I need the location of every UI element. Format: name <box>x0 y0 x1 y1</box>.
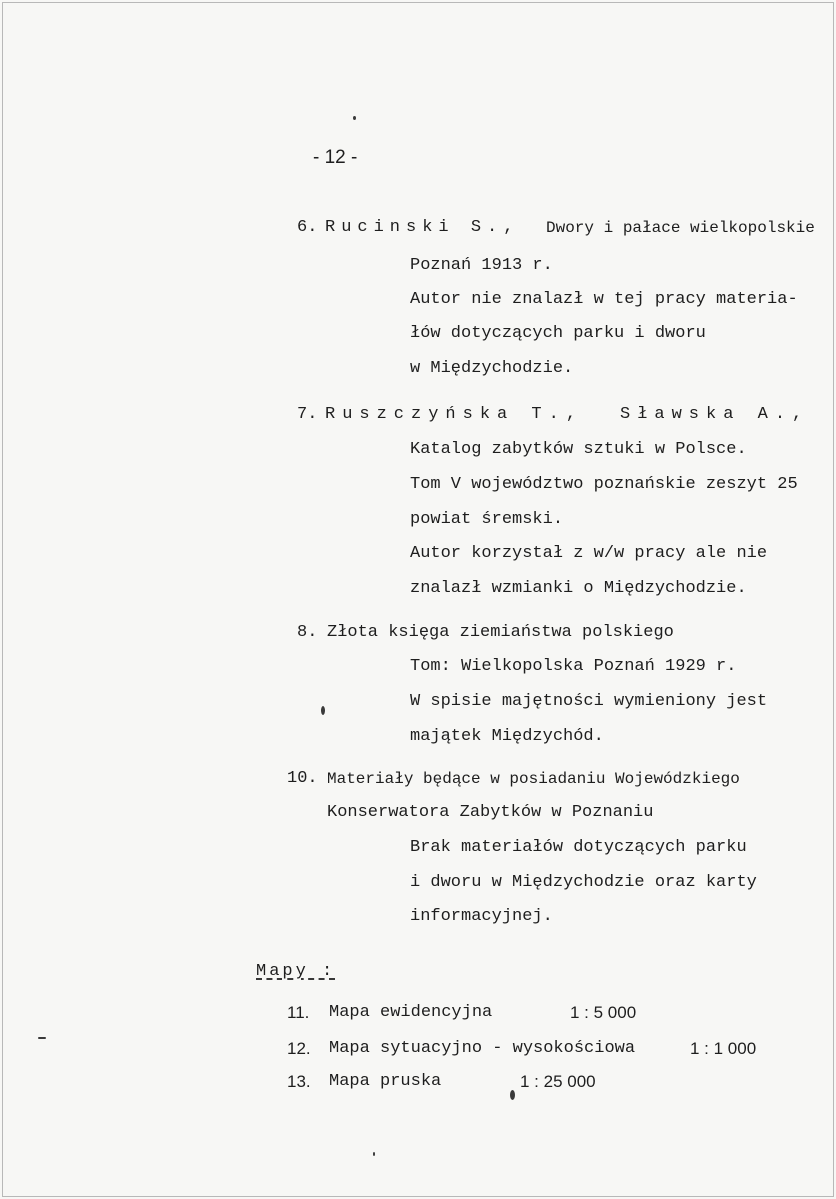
entry-author: Ruszczyńska T., <box>325 405 584 424</box>
entry-line: znalazł wzmianki o Międzychodzie. <box>410 579 747 598</box>
entry-number: 6. <box>297 218 318 237</box>
map-scale: 1 : 1 000 <box>690 1039 757 1058</box>
entry-line: łów dotyczących parku i dworu <box>410 324 706 343</box>
entry-line: Brak materiałów dotyczących parku <box>410 838 747 857</box>
entry-title: Złota księga ziemiaństwa polskiego <box>327 623 674 642</box>
map-scale: 1 : 25 000 <box>520 1072 596 1091</box>
entry-line: Autor korzystał z w/w pracy ale nie <box>410 544 768 563</box>
map-number: 12. <box>287 1039 311 1058</box>
page-number: - 12 - <box>313 147 358 168</box>
ink-speck <box>38 1037 46 1039</box>
entry-line: i dworu w Międzychodzie oraz karty <box>410 873 757 892</box>
map-name: Mapa sytuacyjno - wysokościowa <box>329 1039 636 1058</box>
ink-speck <box>510 1090 515 1100</box>
entry-number: 7. <box>297 405 318 424</box>
entry-line: w Międzychodzie. <box>410 359 574 378</box>
entry-line: Autor nie znalazł w tej pracy materia- <box>410 290 798 309</box>
ink-speck <box>321 706 325 715</box>
entry-line: majątek Międzychód. <box>410 727 604 746</box>
entry-title: Materiały będące w posiadaniu Wojewódzkiego <box>327 770 740 788</box>
entry-line: W spisie majętności wymieniony jest <box>410 692 768 711</box>
maps-heading: Mapy : <box>256 962 336 981</box>
entry-title-continued: Konserwatora Zabytków w Poznaniu <box>327 803 654 822</box>
entry-line: informacyjnej. <box>410 907 553 926</box>
map-name: Mapa pruska <box>329 1072 442 1091</box>
entry-author: Sławska A., <box>620 405 810 424</box>
ink-speck <box>373 1152 375 1156</box>
entry-number: 10. <box>287 769 318 788</box>
entry-author: Rucinski S., <box>325 218 520 237</box>
entry-line: Poznań 1913 r. <box>410 256 553 275</box>
map-number: 11. <box>287 1003 310 1022</box>
map-name: Mapa ewidencyjna <box>329 1003 493 1022</box>
entry-line: powiat śremski. <box>410 510 564 529</box>
entry-title: Dwory i pałace wielkopolskie <box>546 219 815 237</box>
entry-line: Tom V województwo poznańskie zeszyt 25 <box>410 475 798 494</box>
entry-line: Katalog zabytków sztuki w Polsce. <box>410 440 747 459</box>
map-scale: 1 : 5 000 <box>570 1003 637 1022</box>
ink-speck <box>353 116 356 120</box>
entry-number: 8. <box>297 623 318 642</box>
entry-line: Tom: Wielkopolska Poznań 1929 r. <box>410 657 737 676</box>
map-number: 13. <box>287 1072 311 1091</box>
